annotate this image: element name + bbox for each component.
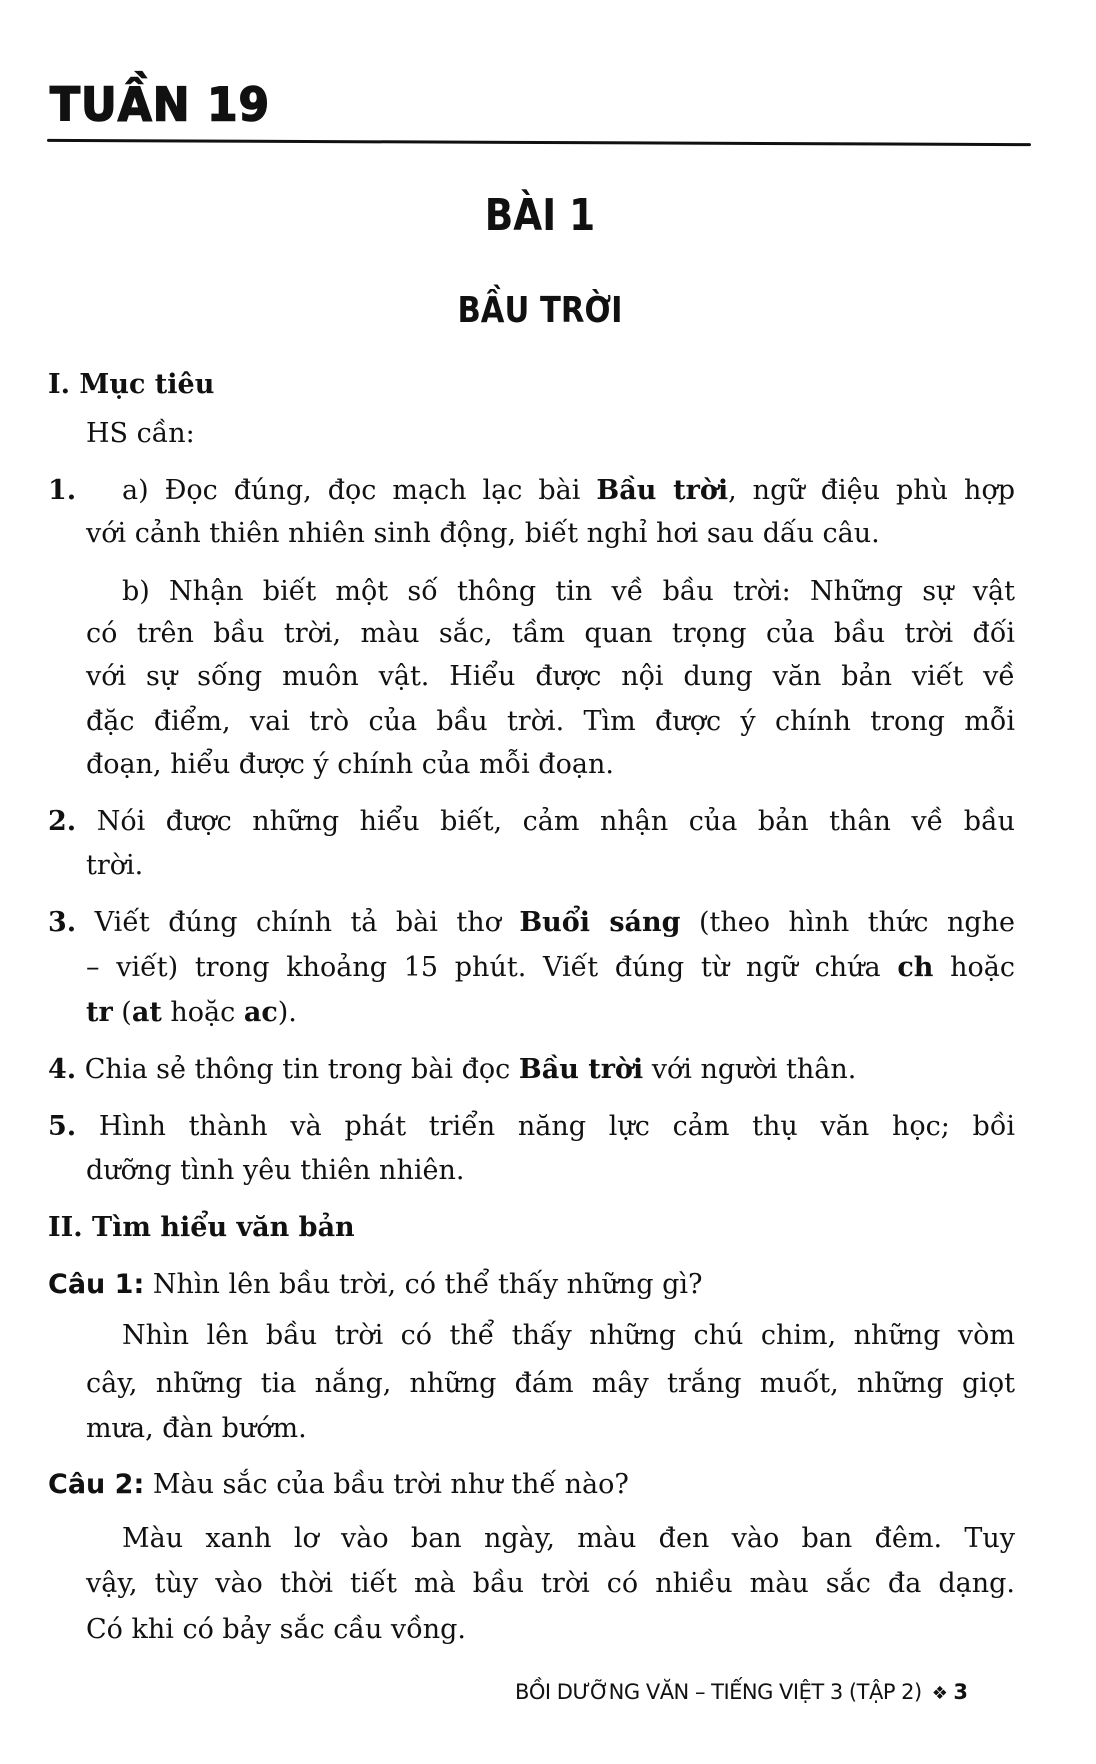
text-line — [48, 1110, 1015, 1144]
bold-text: Bầu trời — [596, 475, 729, 506]
text: với người thân. — [643, 1054, 857, 1085]
text: ). — [277, 997, 297, 1028]
text-line — [122, 1522, 1015, 1556]
bold-text: Buổi sáng — [519, 907, 681, 938]
bold-text: 4. — [48, 1054, 77, 1085]
text-line — [86, 1567, 1015, 1601]
text: Nhìn lên bầu trời có thể thấy những chú chim, những vòm — [122, 1320, 1015, 1351]
bold-text: Câu 1: — [48, 1269, 145, 1300]
text-line — [86, 417, 195, 451]
text-line — [122, 575, 1015, 609]
header-divider — [47, 139, 1031, 146]
text-line — [86, 660, 1015, 694]
text: b) Nhận biết một số thông tin về bầu trời: Những sự vật — [122, 576, 1015, 607]
bold-text: Bầu trời — [518, 1054, 644, 1085]
text: Màu sắc của bầu trời như thế nào? — [144, 1469, 629, 1500]
text: với cảnh thiên nhiên sinh động, biết nghỉ hơi sau dấu câu. — [86, 518, 880, 549]
text: – viết) trong khoảng 15 phút. Viết đúng từ ngữ chứa — [86, 952, 898, 983]
text: trời. — [86, 850, 144, 881]
text-line — [48, 1468, 629, 1502]
bold-text: I. Mục tiêu — [48, 369, 215, 400]
book-title: BỒI DƯỠNG VĂN – TIẾNG VIỆT 3 (TẬP 2) — [515, 1680, 922, 1704]
text-line — [86, 1613, 466, 1647]
text-line — [86, 517, 880, 551]
text: a) Đọc đúng, đọc mạch lạc bài — [122, 475, 597, 506]
text-line — [86, 1412, 307, 1446]
text-line — [86, 951, 1015, 985]
text: Nói được những hiểu biết, cảm nhận của bản thân về bầu — [76, 806, 1015, 837]
text: HS cần: — [86, 418, 195, 449]
text-line — [86, 996, 297, 1030]
bold-text: 3. — [48, 907, 77, 938]
text-line — [48, 368, 214, 402]
text-line — [86, 849, 143, 883]
text: Nhìn lên bầu trời, có thể thấy những gì? — [144, 1269, 703, 1300]
text-line — [48, 1268, 702, 1302]
text-line — [86, 705, 1015, 739]
lesson-title: BẦU TRỜI — [457, 290, 623, 331]
text: , ngữ điệu phù hợp — [728, 475, 1015, 506]
text-line — [122, 1319, 1015, 1353]
text-line — [86, 1367, 1015, 1401]
text: (theo hình thức nghe — [680, 907, 1015, 938]
text-line — [86, 617, 1015, 651]
text: Hình thành và phát triển năng lực cảm thụ văn học; bồi — [76, 1111, 1015, 1142]
bold-text: Câu 2: — [48, 1469, 145, 1500]
page-number: 3 — [953, 1680, 968, 1704]
text: hoặc — [933, 952, 1016, 983]
text: Chia sẻ thông tin trong bài đọc — [76, 1054, 519, 1085]
text-line — [86, 1154, 464, 1188]
item-number: 1. — [48, 475, 77, 506]
text-line — [86, 748, 614, 782]
text: vậy, tùy vào thời tiết mà bầu trời có nhiều màu sắc đa dạng. — [86, 1568, 1015, 1599]
lesson-number: BÀI 1 — [484, 190, 596, 241]
bold-text: ch — [897, 952, 934, 983]
text: cây, những tia nắng, những đám mây trắng muốt, những giọt — [86, 1368, 1015, 1399]
ornament-icon: ❖ — [931, 1683, 948, 1704]
text: dưỡng tình yêu thiên nhiên. — [86, 1155, 465, 1186]
text-line — [48, 1053, 856, 1087]
text: Màu xanh lơ vào ban ngày, màu đen vào ban đêm. Tuy — [122, 1523, 1015, 1554]
text-line — [48, 1211, 355, 1245]
week-heading: TUẦN 19 — [50, 78, 271, 133]
text: mưa, đàn bướm. — [86, 1413, 307, 1444]
bold-text: 2. — [48, 806, 77, 837]
bold-text: at — [131, 997, 162, 1028]
text: với sự sống muôn vật. Hiểu được nội dung văn bản viết về — [86, 661, 1015, 692]
bold-text: II. Tìm hiểu văn bản — [48, 1212, 355, 1243]
text: đặc điểm, vai trò của bầu trời. Tìm được ý chính trong mỗi — [86, 706, 1015, 737]
text: có trên bầu trời, màu sắc, tầm quan trọng của bầu trời đối — [86, 618, 1015, 649]
text: đoạn, hiểu được ý chính của mỗi đoạn. — [86, 749, 614, 780]
bold-text: ac — [243, 997, 278, 1028]
text: Có khi có bảy sắc cầu vồng. — [86, 1614, 466, 1645]
text-line — [48, 805, 1015, 839]
page-footer — [515, 1680, 967, 1704]
text: ( — [112, 997, 132, 1028]
bold-text: 5. — [48, 1111, 77, 1142]
text: hoặc — [161, 997, 244, 1028]
text: Viết đúng chính tả bài thơ — [76, 907, 520, 938]
bold-text: tr — [86, 997, 113, 1028]
text-line — [122, 474, 1015, 508]
text-line — [48, 906, 1015, 940]
